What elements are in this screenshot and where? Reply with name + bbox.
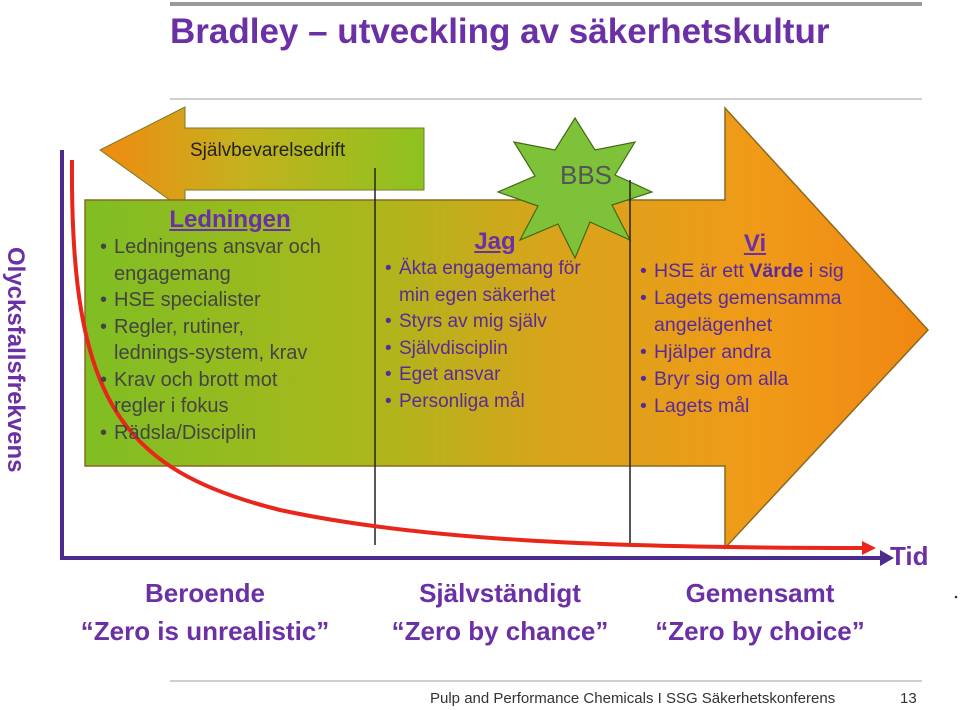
list-item: • HSE är ett Värde i sig	[640, 258, 900, 285]
stage-name: Självständigt	[419, 578, 581, 608]
stage-name: Gemensamt	[685, 578, 835, 608]
back-arrow-label: Självbevarelsedrift	[190, 140, 346, 161]
top-rule	[170, 2, 922, 6]
list-item: • Rädsla/Disciplin	[100, 420, 380, 447]
bbs-label: BBS	[560, 160, 613, 190]
stage-beroende	[40, 574, 370, 650]
list-item: • Självdisciplin	[385, 336, 635, 363]
block-jag	[385, 228, 635, 415]
stage-gemensamt	[630, 574, 890, 650]
bullet-list	[640, 258, 900, 420]
y-axis-label: Olycksfallsfrekvens	[2, 247, 29, 473]
block-heading: Vi	[743, 230, 767, 257]
block-heading: Jag	[474, 228, 516, 255]
page-title: Bradley – utveckling av säkerhetskultur	[170, 12, 830, 51]
bullet-list	[100, 234, 380, 446]
stage-slogan: “Zero is unrealistic”	[80, 616, 330, 646]
footer-text: Pulp and Performance Chemicals I SSG Säkerhetskonferens	[430, 690, 836, 707]
page-number: 13	[900, 690, 917, 707]
stage-name: Beroende	[145, 578, 265, 608]
title-rule	[170, 98, 922, 100]
dot-marker	[955, 596, 958, 599]
list-item: • Regler, rutiner, lednings-system, krav	[100, 314, 380, 367]
list-item: • Krav och brott mot regler i fokus	[100, 367, 380, 420]
list-item: • HSE specialister	[100, 287, 380, 314]
block-heading: Ledningen	[169, 206, 291, 233]
list-item: • Bryr sig om alla	[640, 366, 900, 393]
x-axis-label: Tid	[890, 541, 929, 571]
list-item: • Lagets mål	[640, 393, 900, 420]
list-item: • Personliga mål	[385, 389, 635, 416]
list-item: • Lagets gemensamma angelägenhet	[640, 285, 900, 339]
stage-slogan: “Zero by chance”	[391, 616, 609, 646]
list-item: • Hjälper andra	[640, 339, 900, 366]
stage-sjalvstandigt	[360, 574, 640, 650]
list-item: • Eget ansvar	[385, 362, 635, 389]
footer-rule	[170, 680, 922, 682]
list-item: • Äkta engagemang för min egen säkerhet	[385, 256, 635, 309]
list-item: • Ledningens ansvar och engagemang	[100, 234, 380, 287]
bullet-list	[385, 256, 635, 415]
block-ledningen	[100, 206, 380, 446]
stage-slogan: “Zero by choice”	[655, 616, 865, 646]
list-item: • Styrs av mig själv	[385, 309, 635, 336]
block-vi	[640, 230, 900, 420]
trend-curve-arrowhead	[862, 541, 876, 555]
